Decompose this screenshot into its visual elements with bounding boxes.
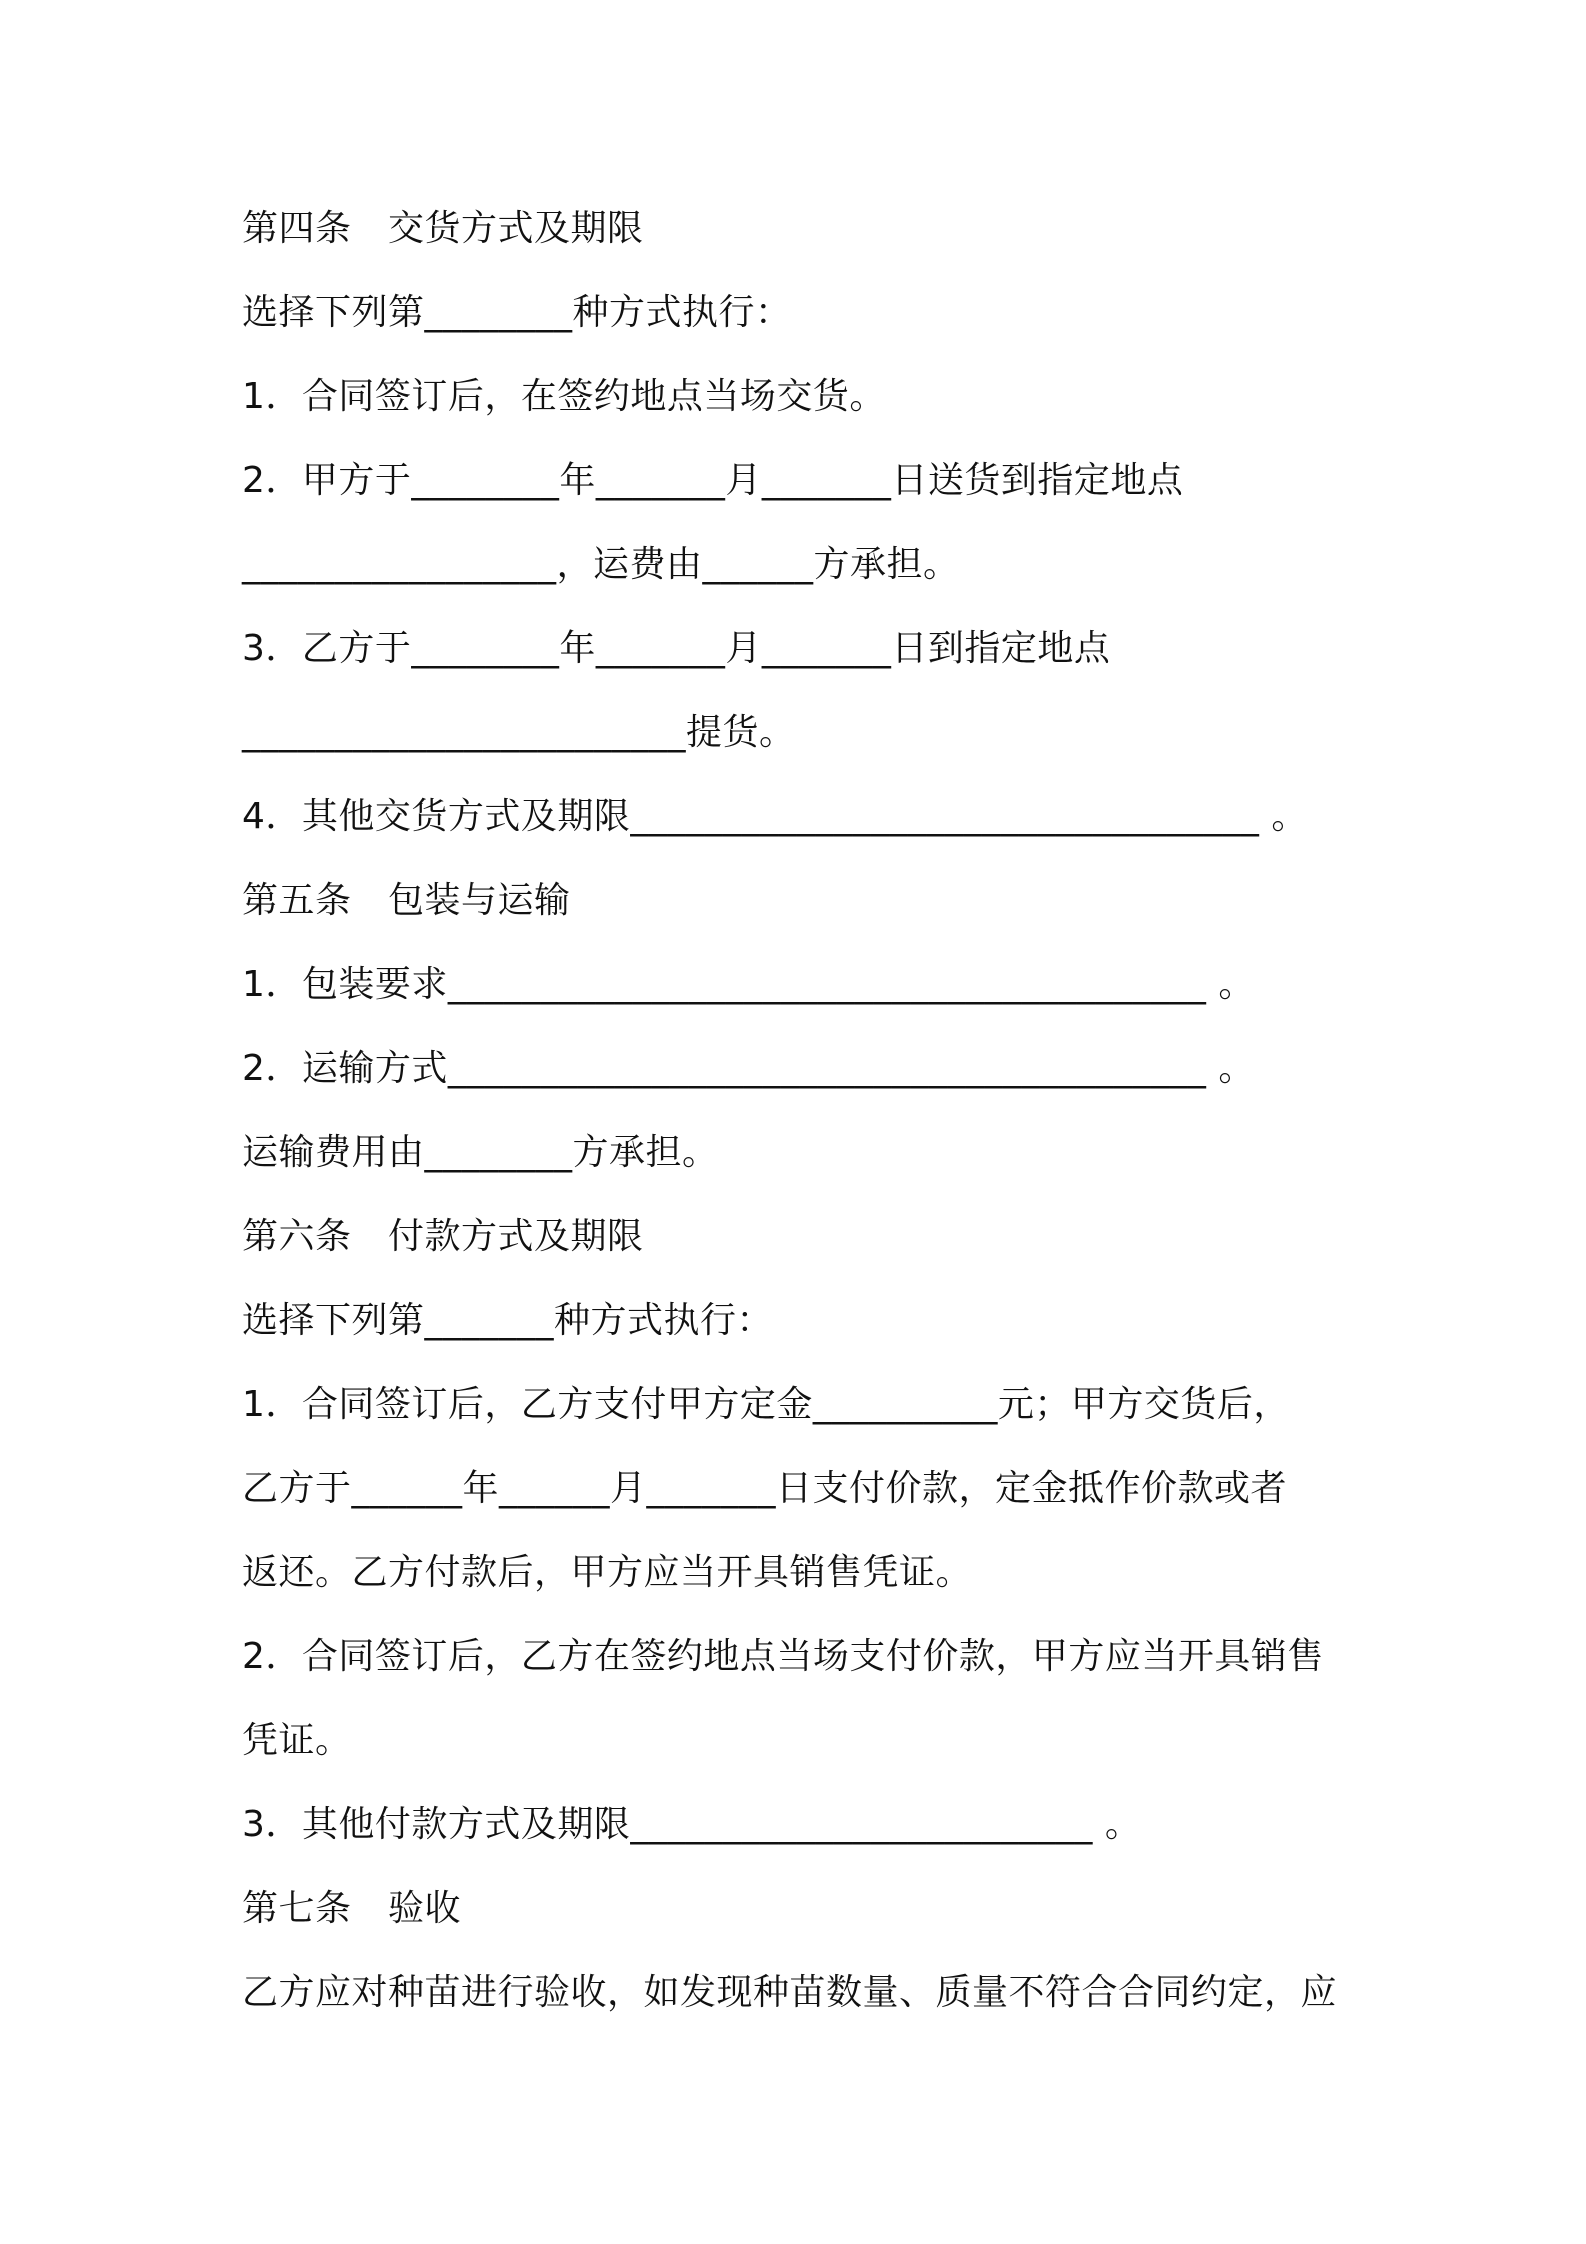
heading-article-4: 第四条 交货方式及期限 [242, 208, 644, 249]
paragraph-line: 2．合同签订后，乙方在签约地点当场支付价款，甲方应当开具销售 [242, 1636, 1324, 1677]
paragraph-line: 1．包装要求_________________________________________ 。 [242, 964, 1255, 1005]
paragraph-line: 选择下列第________种方式执行： [242, 292, 792, 333]
paragraph-line: 选择下列第_______种方式执行： [242, 1300, 774, 1341]
paragraph-line: ________________________提货。 [242, 712, 796, 753]
paragraph-line: 1．合同签订后，在签约地点当场交货。 [242, 376, 886, 417]
heading-article-6: 第六条 付款方式及期限 [242, 1216, 644, 1257]
paragraph-line: 凭证。 [242, 1720, 352, 1761]
paragraph-line: 4．其他交货方式及期限__________________________________ 。 [242, 796, 1308, 837]
paragraph-line: 运输费用由________方承担。 [242, 1132, 719, 1173]
paragraph-line: 1．合同签订后，乙方支付甲方定金__________元；甲方交货后， [242, 1384, 1290, 1425]
heading-article-5: 第五条 包装与运输 [242, 880, 571, 921]
paragraph-line: 2．甲方于________年_______月_______日送货到指定地点 [242, 460, 1184, 501]
heading-article-7: 第七条 验收 [242, 1888, 462, 1929]
paragraph-line: 乙方于______年______月_______日支付价款，定金抵作价款或者 [242, 1468, 1288, 1509]
paragraph-line: _________________，运费由______方承担。 [242, 544, 960, 585]
paragraph-line: 2．运输方式_________________________________________ 。 [242, 1048, 1255, 1089]
paragraph-line: 乙方应对种苗进行验收，如发现种苗数量、质量不符合合同约定，应 [242, 1972, 1338, 2013]
paragraph-line: 3．乙方于________年_______月_______日到指定地点 [242, 628, 1111, 669]
paragraph-line: 3．其他付款方式及期限_________________________ 。 [242, 1804, 1142, 1845]
paragraph-line: 返还。乙方付款后，甲方应当开具销售凭证。 [242, 1552, 973, 1593]
